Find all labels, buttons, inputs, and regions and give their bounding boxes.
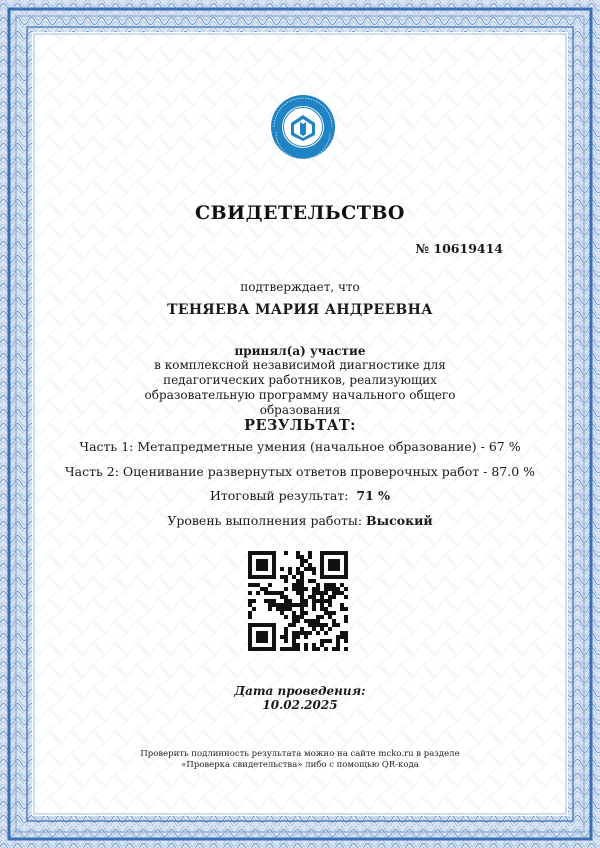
diagnostic-description: в комплексной независимой диагностике для педагогических работников, реализующих образовательную программу начального общего образования xyxy=(144,358,456,417)
date-label: Дата проведения: xyxy=(234,684,366,698)
confirms-text: подтверждает, что xyxy=(240,280,360,294)
performance-level xyxy=(0,513,600,528)
qr-code-icon xyxy=(248,551,348,651)
result-part-2: Часть 2: Оценивание развернутых ответов проверочных работ - 87.0 % xyxy=(64,464,536,479)
certificate-title: СВИДЕТЕЛЬСТВО xyxy=(195,202,405,224)
performance-level-value: Высокий xyxy=(366,513,433,528)
date-value: 10.02.2025 xyxy=(262,698,338,712)
total-result-value: 71 % xyxy=(356,488,391,503)
participated-text: принял(а) участие xyxy=(234,344,366,358)
total-result-label: Итоговый результат: xyxy=(209,488,349,503)
verification-note-line-1: Проверить подлинность результата можно на сайте mcko.ru в разделе xyxy=(140,749,460,759)
participant-name: ТЕНЯЕВА МАРИЯ АНДРЕЕВНА xyxy=(167,302,433,318)
certificate-number: № 10619414 xyxy=(415,241,503,256)
result-part-1: Часть 1: Метапредметные умения (начальное образование) - 67 % xyxy=(79,439,521,454)
book-shield-logo-icon xyxy=(270,94,336,160)
verification-note-line-2: «Проверка свидетельства» либо с помощью QR-кода xyxy=(181,760,419,770)
verification-note xyxy=(130,749,470,771)
total-result xyxy=(0,488,600,503)
result-heading: РЕЗУЛЬТАТ: xyxy=(244,417,356,434)
performance-level-label: Уровень выполнения работы: xyxy=(167,513,363,528)
